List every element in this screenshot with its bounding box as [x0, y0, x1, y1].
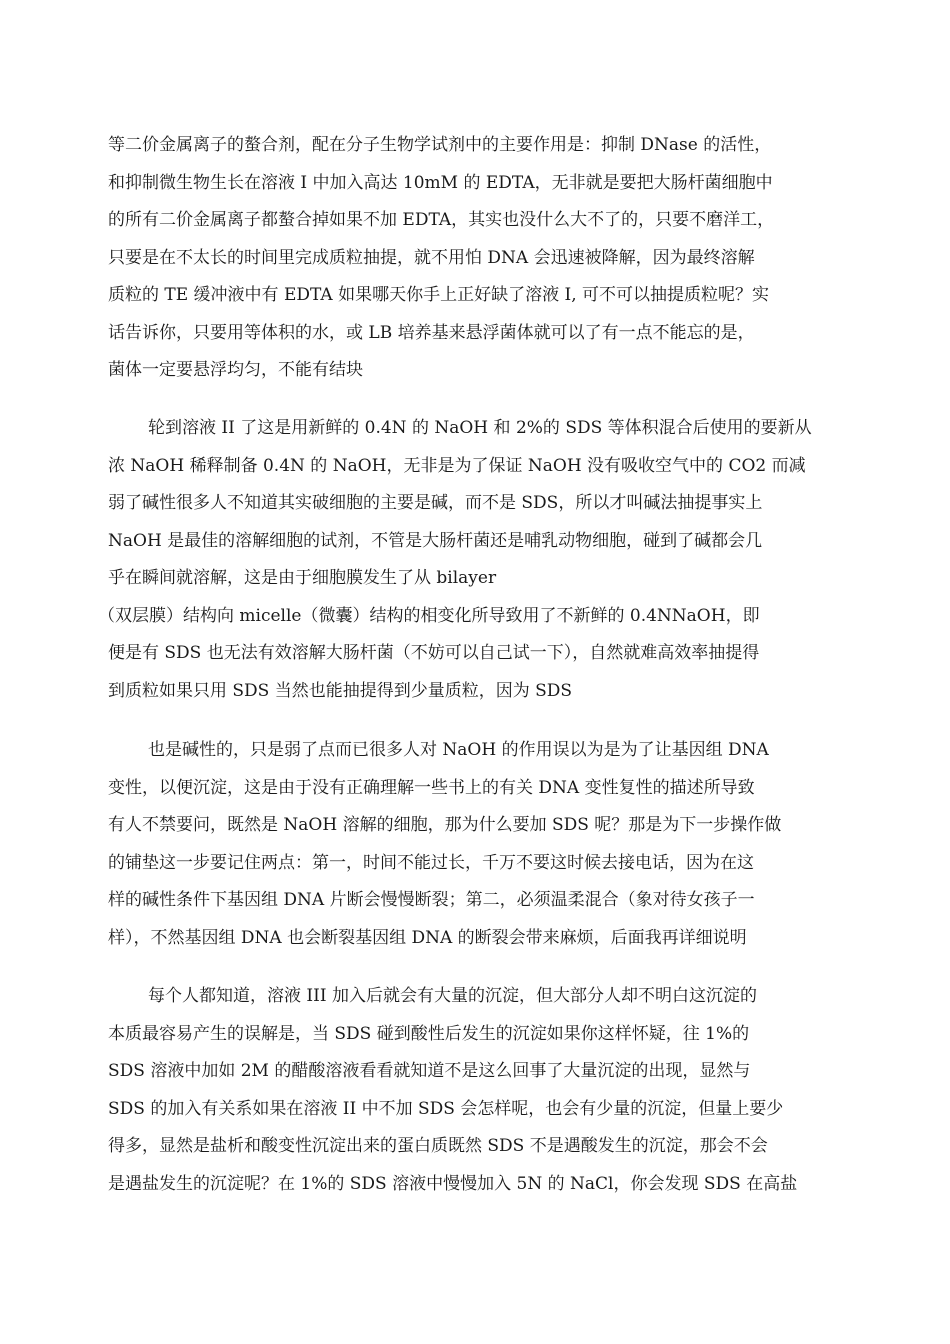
- text-line: 乎在瞬间就溶解，这是由于细胞膜发生了从 bilayer: [108, 568, 497, 588]
- text-line: 的所有二价金属离子都螯合掉如果不加 EDTA，其实也没什么大不了的，只要不磨洋工，: [108, 210, 775, 230]
- paragraph-4: [108, 978, 848, 1203]
- paragraph-2: [98, 410, 848, 710]
- text-line: 便是有 SDS 也无法有效溶解大肠杆菌（不妨可以自己试一下），自然就难高效率抽提得: [108, 643, 760, 663]
- text-line: 质粒的 TE 缓冲液中有 EDTA 如果哪天你手上正好缺了溶液 I, 可不可以抽提质粒呢？实: [108, 285, 770, 305]
- text-line: 和抑制微生物生长在溶液 I 中加入高达 10mM 的 EDTA，无非就是要把大肠杆菌细胞中: [108, 172, 773, 193]
- text-line: 等二价金属离子的螯合剂，配在分子生物学试剂中的主要作用是：抑制 DNase 的活性，: [108, 135, 772, 155]
- text-line: （双层膜）结构向 micelle（微囊）结构的相变化所导致用了不新鲜的 0.4NNaOH，即: [98, 605, 760, 626]
- text-line: 只要是在不太长的时间里完成质粒抽提，就不用怕 DNA 会迅速被降解，因为最终溶解: [108, 247, 755, 268]
- text-line: 样），不然基因组 DNA 也会断裂基因组 DNA 的断裂会带来麻烦，后面我再详细说明: [108, 927, 747, 948]
- text-line: 轮到溶液 II 了这是用新鲜的 0.4N 的 NaOH 和 2%的 SDS 等体积混合后使用的要新从: [148, 418, 812, 438]
- text-line: 弱了碱性很多人不知道其实破细胞的主要是碱，而不是 SDS，所以才叫碱法抽提事实上: [108, 493, 763, 513]
- text-line: 每个人都知道，溶液 III 加入后就会有大量的沉淀，但大部分人却不明白这沉淀的: [148, 986, 757, 1006]
- text-line: 到质粒如果只用 SDS 当然也能抽提得到少量质粒，因为 SDS: [108, 680, 573, 701]
- text-line: SDS 溶液中加如 2M 的醋酸溶液看看就知道不是这么回事了大量沉淀的出现，显然与: [108, 1061, 751, 1081]
- text-line: 也是碱性的，只是弱了点而已很多人对 NaOH 的作用误以为是为了让基因组 DNA: [148, 740, 769, 760]
- text-line: 浓 NaOH 稀释制备 0.4N 的 NaOH，无非是为了保证 NaOH 没有吸收空气中的 CO2 而减: [108, 455, 806, 476]
- text-line: SDS 的加入有关系如果在溶液 II 中不加 SDS 会怎样呢，也会有少量的沉淀，但量上要少: [108, 1098, 784, 1119]
- text-line: 变性，以便沉淀，这是由于没有正确理解一些书上的有关 DNA 变性复性的描述所导致: [108, 777, 755, 798]
- paragraph-1: [108, 127, 848, 390]
- text-line: 话告诉你，只要用等体积的水，或 LB 培养基来悬浮菌体就可以了有一点不能忘的是，: [108, 322, 755, 343]
- text-line: 样的碱性条件下基因组 DNA 片断会慢慢断裂；第二，必须温柔混合（象对待女孩子一: [108, 890, 755, 910]
- text-line: 有人不禁要问，既然是 NaOH 溶解的细胞，那为什么要加 SDS 呢？那是为下一步操作做: [108, 815, 782, 835]
- text-line: 的铺垫这一步要记住两点：第一，时间不能过长，千万不要这时候去接电话，因为在这: [108, 852, 754, 873]
- text-line: 是遇盐发生的沉淀呢？在 1%的 SDS 溶液中慢慢加入 5N 的 NaCl，你会发现 SDS 在高盐: [108, 1173, 798, 1194]
- text-line: 本质最容易产生的误解是，当 SDS 碰到酸性后发生的沉淀如果你这样怀疑，往 1%的: [108, 1023, 750, 1044]
- text-line: NaOH 是最佳的溶解细胞的试剂，不管是大肠杆菌还是哺乳动物细胞，碰到了碱都会几: [108, 530, 763, 551]
- text-line: 菌体一定要悬浮均匀，不能有结块: [108, 360, 363, 380]
- paragraph-3: [108, 732, 848, 957]
- text-line: 得多，显然是盐析和酸变性沉淀出来的蛋白质既然 SDS 不是遇酸发生的沉淀，那会不会: [108, 1136, 768, 1156]
